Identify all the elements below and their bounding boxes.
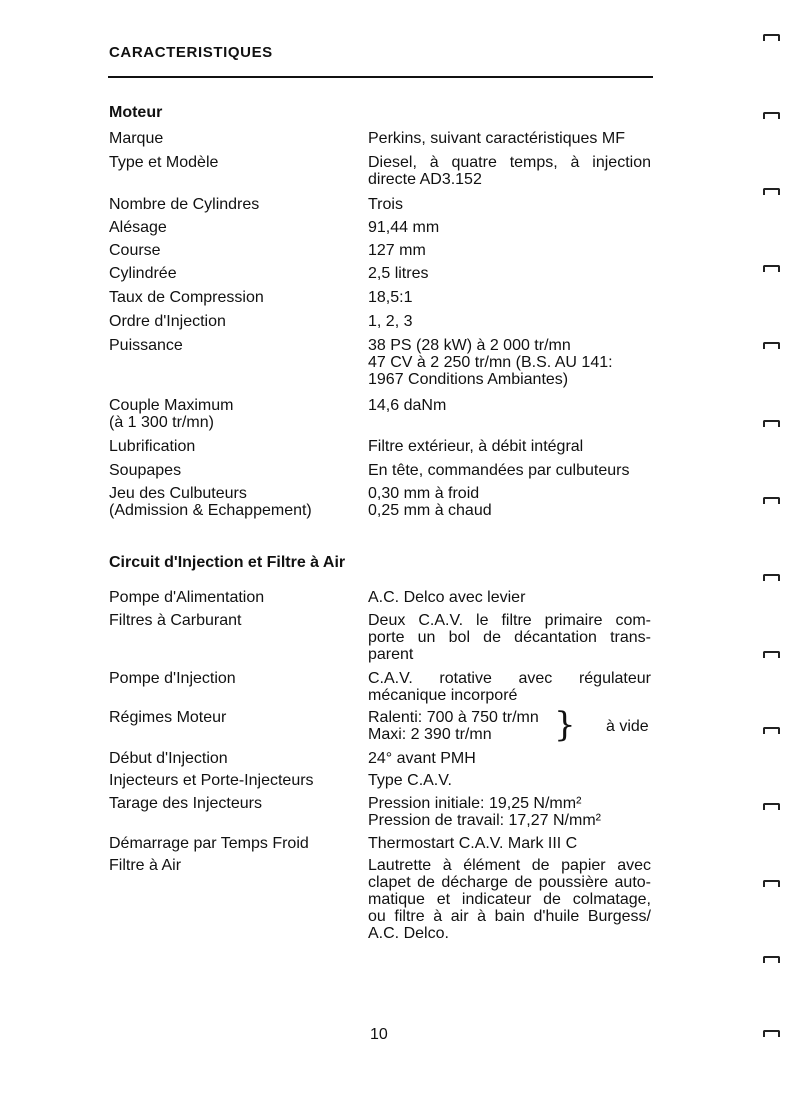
spec-value-line: parent xyxy=(368,646,414,663)
spec-label-line: Début d'Injection xyxy=(109,750,228,767)
spec-label-line: Marque xyxy=(109,130,164,147)
spec-label-line: Couple Maximum xyxy=(109,397,234,414)
spec-value-line: porte un bol de décantation trans- xyxy=(368,629,651,646)
spec-value-line: Type C.A.V. xyxy=(368,772,452,789)
spec-label-line: Lubrification xyxy=(109,438,196,455)
spec-value-line: 24° avant PMH xyxy=(368,750,476,767)
spec-value-line: A.C. Delco. xyxy=(368,925,449,942)
spec-value xyxy=(368,857,651,942)
spec-label-line: Pompe d'Injection xyxy=(109,670,236,687)
spec-label-line: Filtre à Air xyxy=(109,857,182,874)
spec-value xyxy=(368,438,651,455)
spec-value xyxy=(368,612,651,663)
spec-value xyxy=(368,772,651,789)
brace-label: à vide xyxy=(606,718,649,735)
spec-value xyxy=(368,835,651,852)
binding-mark xyxy=(763,1030,780,1037)
binding-mark xyxy=(763,574,780,581)
spec-label xyxy=(109,265,359,282)
binding-mark xyxy=(763,651,780,658)
spec-label-line: Tarage des Injecteurs xyxy=(109,795,262,812)
spec-value-line: 1967 Conditions Ambiantes) xyxy=(368,371,569,388)
spec-value xyxy=(368,130,651,147)
spec-label xyxy=(109,589,359,606)
spec-value-line: 2,5 litres xyxy=(368,265,429,282)
curly-brace-icon: } xyxy=(554,705,576,745)
spec-value-line: A.C. Delco avec levier xyxy=(368,589,526,606)
spec-value-line: Filtre extérieur, à débit intégral xyxy=(368,438,584,455)
spec-value-line: Pression initiale: 19,25 N/mm² xyxy=(368,795,582,812)
spec-value xyxy=(368,462,651,479)
spec-value xyxy=(368,242,651,259)
spec-label xyxy=(109,750,359,767)
spec-label xyxy=(109,397,359,431)
binding-mark xyxy=(763,112,780,119)
spec-value-line: Deux C.A.V. le filtre primaire com- xyxy=(368,612,651,629)
spec-label xyxy=(109,835,359,852)
spec-label xyxy=(109,154,359,171)
spec-label-line: Pompe d'Alimentation xyxy=(109,589,265,606)
spec-label xyxy=(109,857,359,874)
spec-label xyxy=(109,337,359,354)
spec-label-line: (à 1 300 tr/mn) xyxy=(109,414,214,431)
spec-label-line: Ordre d'Injection xyxy=(109,313,226,330)
spec-value-line: 91,44 mm xyxy=(368,219,440,236)
spec-value xyxy=(368,337,651,388)
spec-label xyxy=(109,289,359,306)
page-number: 10 xyxy=(370,1026,388,1043)
binding-mark xyxy=(763,880,780,887)
title-divider xyxy=(108,76,653,78)
section-heading-moteur: Moteur xyxy=(109,104,163,121)
spec-label-line: Puissance xyxy=(109,337,183,354)
spec-label-line: Soupapes xyxy=(109,462,182,479)
spec-value-line: 0,25 mm à chaud xyxy=(368,502,492,519)
spec-label xyxy=(109,242,359,259)
spec-value xyxy=(368,795,651,829)
spec-value xyxy=(368,485,651,519)
spec-value-line: Ralenti: 700 à 750 tr/mn xyxy=(368,709,539,726)
spec-label-line: Alésage xyxy=(109,219,167,236)
spec-value-line: Diesel, à quatre temps, à injection xyxy=(368,154,651,171)
spec-value-line: Thermostart C.A.V. Mark III C xyxy=(368,835,578,852)
spec-value xyxy=(368,750,651,767)
spec-label-line: Type et Modèle xyxy=(109,154,219,171)
spec-value-line: clapet de décharge de poussière auto- xyxy=(368,874,651,891)
spec-value-line: 18,5:1 xyxy=(368,289,413,306)
spec-label xyxy=(109,130,359,147)
spec-label xyxy=(109,709,359,726)
spec-value-line: Maxi: 2 390 tr/mn xyxy=(368,726,492,743)
spec-value xyxy=(368,265,651,282)
spec-label-line: Taux de Compression xyxy=(109,289,264,306)
spec-value xyxy=(368,589,651,606)
spec-label xyxy=(109,670,359,687)
spec-value xyxy=(368,154,651,188)
spec-label-line: (Admission & Echappement) xyxy=(109,502,312,519)
spec-value-line: Perkins, suivant caractéristiques MF xyxy=(368,130,625,147)
spec-label-line: Démarrage par Temps Froid xyxy=(109,835,309,852)
spec-value-line: 127 mm xyxy=(368,242,426,259)
spec-value xyxy=(368,670,651,704)
spec-label xyxy=(109,196,359,213)
spec-value xyxy=(368,313,651,330)
spec-value-line: 1, 2, 3 xyxy=(368,313,413,330)
page-title: CARACTERISTIQUES xyxy=(109,44,273,61)
spec-value xyxy=(368,705,651,745)
spec-label xyxy=(109,612,359,629)
binding-mark xyxy=(763,803,780,810)
binding-mark xyxy=(763,956,780,963)
binding-mark xyxy=(763,727,780,734)
section-heading-injection: Circuit d'Injection et Filtre à Air xyxy=(109,554,346,571)
spec-label xyxy=(109,438,359,455)
spec-label xyxy=(109,313,359,330)
spec-label-line: Jeu des Culbuteurs xyxy=(109,485,247,502)
spec-label-line: Cylindrée xyxy=(109,265,177,282)
binding-mark xyxy=(763,420,780,427)
spec-value-line: Lautrette à élément de papier avec xyxy=(368,857,651,874)
spec-label-line: Filtres à Carburant xyxy=(109,612,242,629)
spec-value-line: 47 CV à 2 250 tr/mn (B.S. AU 141: xyxy=(368,354,613,371)
binding-mark xyxy=(763,497,780,504)
spec-label-line: Course xyxy=(109,242,161,259)
spec-value xyxy=(368,397,651,414)
spec-label xyxy=(109,462,359,479)
spec-label-line: Injecteurs et Porte-Injecteurs xyxy=(109,772,314,789)
spec-value-line: En tête, commandées par culbuteurs xyxy=(368,462,630,479)
spec-value-line: Trois xyxy=(368,196,403,213)
spec-label xyxy=(109,219,359,236)
spec-value-line: directe AD3.152 xyxy=(368,171,482,188)
spec-label xyxy=(109,485,359,519)
spec-value-line: mécanique incorporé xyxy=(368,687,518,704)
spec-label-line: Régimes Moteur xyxy=(109,709,227,726)
spec-label-line: Nombre de Cylindres xyxy=(109,196,260,213)
spec-value-line: 0,30 mm à froid xyxy=(368,485,480,502)
binding-mark xyxy=(763,188,780,195)
spec-value-line: C.A.V. rotative avec régulateur xyxy=(368,670,651,687)
spec-value-line: 38 PS (28 kW) à 2 000 tr/mn xyxy=(368,337,571,354)
spec-value xyxy=(368,219,651,236)
spec-label xyxy=(109,795,359,812)
binding-mark xyxy=(763,34,780,41)
spec-label xyxy=(109,772,359,789)
spec-value xyxy=(368,289,651,306)
spec-value-line: ou filtre à air à bain d'huile Burgess/ xyxy=(368,908,651,925)
spec-value-line: 14,6 daNm xyxy=(368,397,447,414)
spec-value-line: Pression de travail: 17,27 N/mm² xyxy=(368,812,601,829)
spec-value-line: matique et indicateur de colmatage, xyxy=(368,891,651,908)
spec-value xyxy=(368,196,651,213)
binding-mark xyxy=(763,265,780,272)
binding-mark xyxy=(763,342,780,349)
